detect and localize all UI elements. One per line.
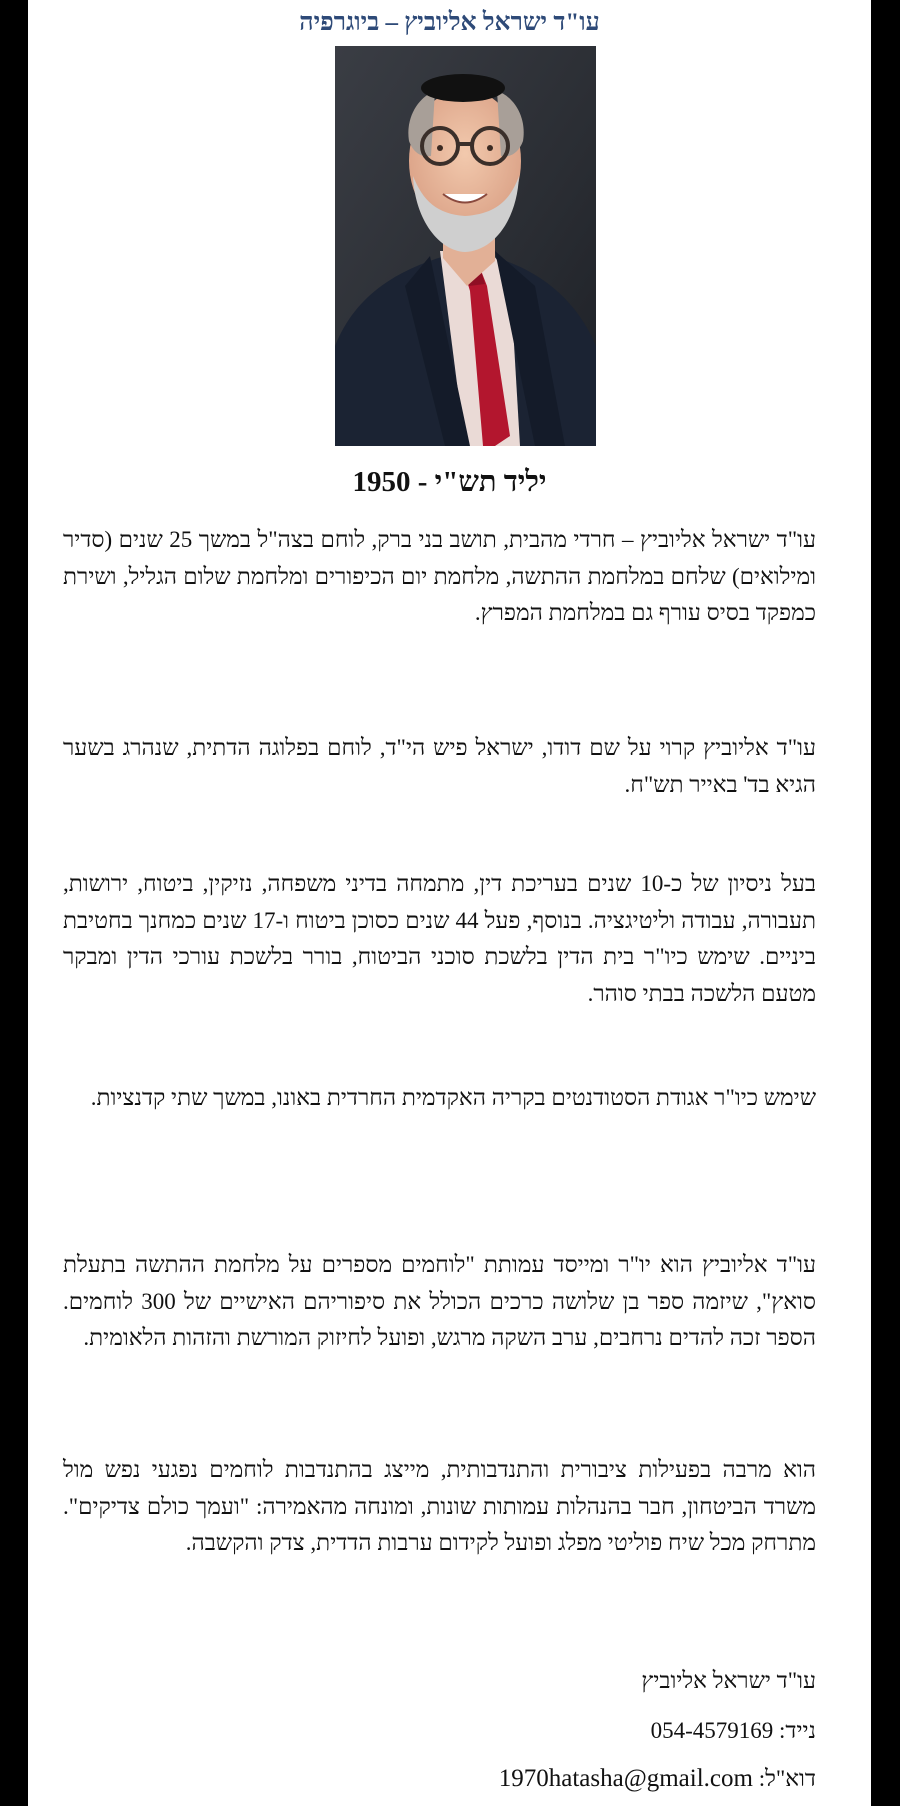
bio-paragraph-1: עו"ד ישראל אליוביץ – חרדי מהבית, תושב בני ברק, לוחם בצה"ל במשך 25 שנים (סדיר ומילואים) שלחם במלחמת ההתשה, מלחמת יום הכיפורים ומלחמת שלום הגליל, ושירת כמפקד בסיס עורף גם במלחמת המפרץ. — [63, 527, 817, 625]
bio-paragraph-3: בעל ניסיון של כ-10 שנים בעריכת דין, מתמחה בדיני משפחה, נזיקין, ביטוח, ירושות, תעבורה, עבודה וליטיגציה. בנוסף, פעל 44 שנים כסוכן ביטוח ו-17 שנים כמחנך בחטיבת ביניים. שימש כיו"ר בית הדין בלשכת סוכני הביטוח, בורר בלשכת עורכי הדין ומבקר מטעם הלשכה בבתי סוהר. — [63, 871, 816, 1006]
biography-page — [28, 0, 871, 1806]
contact-email-line — [63, 1764, 816, 1794]
bio-paragraph-2: עו"ד אליוביץ קרוי על שם דודו, ישראל פיש הי"ד, לוחם בפלוגה הדתית, שנהרג בשער הגיא בד' באייר תש"ח. — [63, 735, 816, 797]
phone-label: נייד: — [779, 1718, 816, 1743]
contact-phone-line — [63, 1716, 816, 1746]
bio-paragraph-4: שימש כיו"ר אגודת הסטודנטים בקריה האקדמית החרדית באונו, במשך שתי קדנציות. — [90, 1085, 816, 1110]
email-address[interactable]: 1970hatasha@gmail.com — [498, 1765, 753, 1792]
portrait-photo — [335, 46, 596, 446]
email-label: דוא"ל: — [758, 1766, 816, 1791]
birth-year: 1950 — [352, 466, 411, 498]
contact-name: עו"ד ישראל אליוביץ — [641, 1668, 816, 1693]
page-title: עו"ד ישראל אליוביץ – ביוגרפיה — [299, 9, 600, 36]
birth-label: יליד תש"י - — [410, 466, 547, 498]
birth-year-heading — [28, 462, 871, 502]
bio-paragraph-6: הוא מרבה בפעילות ציבורית והתנדבותית, מייצג בהתנדבות לוחמים נפגעי נפש מול משרד הביטחון, חבר בהנהלות עמותות שונות, ומונחה מהאמירה: "ועמך כולם צדיקים". מתרחק מכל שיח פוליטי מפלג ופועל לקידום ערבות הדדית, צדק והקשבה. — [63, 1457, 816, 1555]
phone-number[interactable]: 054-4579169 — [650, 1718, 774, 1743]
bio-paragraph-5: עו"ד אליוביץ הוא יו"ר ומייסד עמותת "לוחמים מספרים על מלחמת ההתשה בתעלת סואץ", שיזמה ספר בן שלושה כרכים הכולל את סיפוריהם האישיים של 300 לוחמים. הספר זכה להדים נרחבים, ערב השקה מרגש, ופועל לחיזוק המורשת והזהות הלאומית. — [63, 1252, 816, 1350]
